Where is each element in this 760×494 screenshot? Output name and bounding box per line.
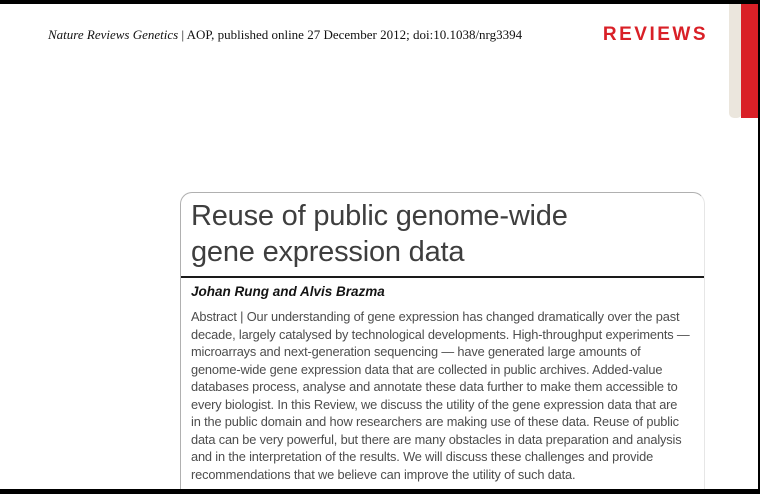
- title-divider: [181, 276, 704, 278]
- article-content-box: [180, 192, 705, 489]
- abstract-line: microarrays and next-generation sequencing — have generated large amounts of: [191, 344, 641, 359]
- article-authors: Johan Rung and Alvis Brazma: [191, 284, 385, 299]
- citation-separator: |: [178, 27, 187, 42]
- article-abstract: [191, 308, 704, 483]
- abstract-line: Abstract | Our understanding of gene expression has changed dramatically over the past: [191, 309, 680, 324]
- abstract-line: genome-wide gene expression data that are collected in public archives. Added-value: [191, 361, 663, 377]
- page-top-edge: [0, 0, 760, 4]
- header-citation: [48, 27, 522, 42]
- abstract-line: data can be very powerful, but there are many obstacles in data preparation and analysis: [191, 431, 682, 447]
- page-bottom-edge: [0, 489, 760, 494]
- section-label-reviews: REVIEWS: [602, 24, 708, 45]
- abstract-line: and in the interpretation of the results. We will discuss these challenges and provide: [191, 449, 654, 464]
- abstract-line: every biologist. In this Review, we discuss the utility of the gene expression data that are: [191, 396, 678, 412]
- abstract-line: recommendations that we believe can improve the utility of such data.: [191, 466, 576, 482]
- red-accent-bar: [741, 0, 758, 118]
- abstract-line: in the public domain and how researchers are making use of these data. Reuse of public: [191, 414, 679, 429]
- article-title: [191, 198, 704, 270]
- abstract-line: databases process, analyse and annotate these data further to make them accessible to: [191, 379, 678, 394]
- citation-text: AOP, published online 27 December 2012; doi:10.1038/nrg3394: [186, 27, 523, 42]
- title-line-1: Reuse of public genome-wide: [191, 200, 568, 232]
- title-line-2: gene expression data: [191, 236, 465, 268]
- journal-name: Nature Reviews Genetics: [48, 27, 179, 42]
- abstract-line: decade, largely catalysed by technological developments. High-throughput experiments —: [191, 326, 690, 342]
